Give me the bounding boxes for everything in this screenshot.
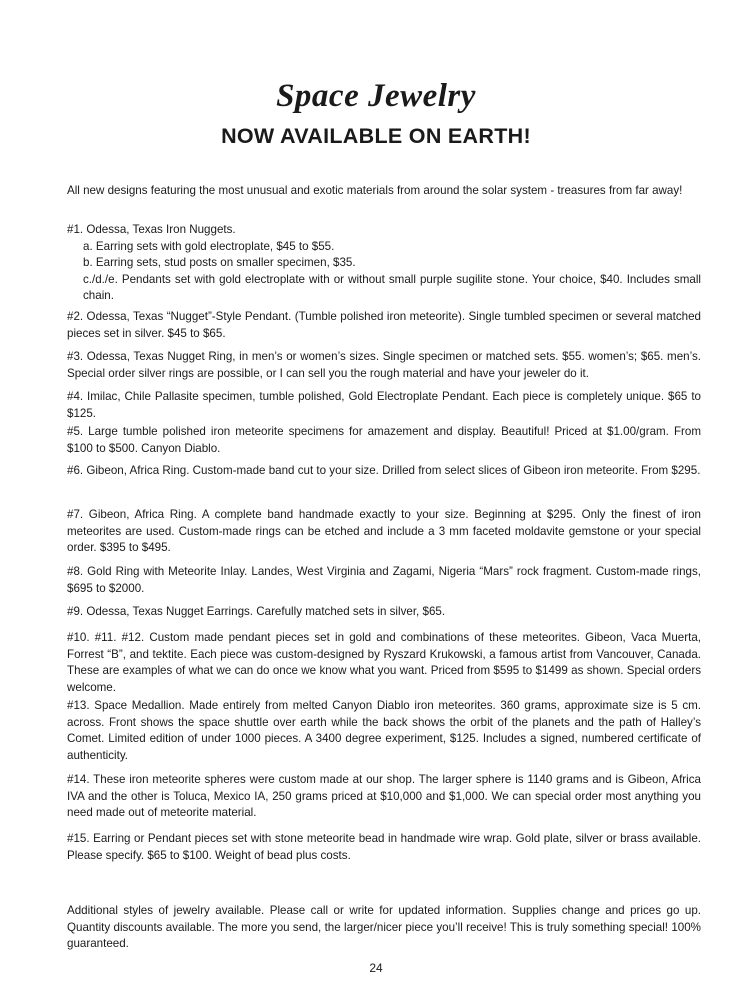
page-title: Space Jewelry bbox=[276, 78, 476, 114]
item-3: #3. Odessa, Texas Nugget Ring, in men’s or women’s sizes. Single specimen or matched sets. $55. women’s; $65. men’s. Special order silver rings are possible, or I can sell you the rough material and have your jeweler do it. bbox=[67, 350, 701, 380]
item-1-options bbox=[67, 239, 701, 305]
item-1-option-a: a. Earring sets with gold electroplate, $45 to $55. bbox=[83, 239, 335, 253]
page-number: 24 bbox=[369, 961, 383, 975]
item-6: #6. Gibeon, Africa Ring. Custom-made band cut to your size. Drilled from select slices of Gibeon iron meteorite. From $295. bbox=[67, 464, 701, 477]
item-1 bbox=[67, 222, 701, 305]
intro-paragraph: All new designs featuring the most unusual and exotic materials from around the solar system - treasures from far away! bbox=[67, 184, 683, 197]
item-9: #9. Odessa, Texas Nugget Earrings. Carefully matched sets in silver, $65. bbox=[67, 605, 446, 618]
item-10-12: #10. #11. #12. Custom made pendant pieces set in gold and combinations of these meteorites. Gibeon, Vaca Muerta, Forrest “B”, and tektite. Each piece was custom-designed by Ryszard Krukowski, a famous artist from Vancouver, Canada. These are examples of what we can do once we know what you want. Priced from $595 to $1499 as shown. Special orders welcome. bbox=[67, 631, 701, 694]
item-15: #15. Earring or Pendant pieces set with stone meteorite bead in handmade wire wrap. Gold plate, silver or brass available. Please specify. $65 to $100. Weight of bead plus costs. bbox=[67, 832, 701, 862]
item-13: #13. Space Medallion. Made entirely from melted Canyon Diablo iron meteorites. 360 grams, approximate size is 5 cm. across. Front shows the space shuttle over earth while the back shows the orbit of the planets and the path of Halley’s Comet. Limited edition of under 1000 pieces. A 3400 degree experiment, $125. Includes a signed, numbered certificate of authenticity. bbox=[67, 699, 701, 762]
item-14: #14. These iron meteorite spheres were custom made at our shop. The larger sphere is 1140 grams and is Gibeon, Africa IVA and the other is Toluca, Mexico IA, 250 grams priced at $10,000 and $1,000. We can special order most anything you need made out of meteorite material. bbox=[67, 773, 701, 819]
item-1-option-cde: c./d./e. Pendants set with gold electroplate with or without small purple sugilite stone. Your choice, $40. Includes small chain. bbox=[83, 272, 701, 302]
page-subtitle: NOW AVAILABLE ON EARTH! bbox=[221, 124, 531, 148]
item-1-option-b: b. Earring sets, stud posts on smaller specimen, $35. bbox=[83, 256, 356, 269]
footer-note: Additional styles of jewelry available. Please call or write for updated information. Supplies change and prices go up. Quantity discounts available. The more you send, the larger/nicer piece you’ll receive! This is truly something special! 100% guaranteed. bbox=[67, 904, 701, 950]
item-8: #8. Gold Ring with Meteorite Inlay. Landes, West Virginia and Zagami, Nigeria “Mars” rock fragment. Custom-made rings, $695 to $2000. bbox=[67, 565, 701, 595]
item-2: #2. Odessa, Texas “Nugget”-Style Pendant. (Tumble polished iron meteorite). Single tumbled specimen or several matched pieces set in silver. $45 to $65. bbox=[67, 310, 701, 340]
item-5: #5. Large tumble polished iron meteorite specimens for amazement and display. Beautiful! Priced at $1.00/gram. From $100 to $500. Canyon Diablo. bbox=[67, 425, 701, 455]
item-1-heading: #1. Odessa, Texas Iron Nuggets. bbox=[67, 223, 236, 236]
item-7: #7. Gibeon, Africa Ring. A complete band handmade exactly to your size. Beginning at $295. Only the finest of iron meteorites are used. Custom-made rings can be etched and include a 3 mm faceted moldavite gemstone or your special order. $395 to $495. bbox=[67, 508, 701, 554]
item-4: #4. Imilac, Chile Pallasite specimen, tumble polished, Gold Electroplate Pendant. Each piece is completely unique. $65 to $125. bbox=[67, 390, 701, 420]
